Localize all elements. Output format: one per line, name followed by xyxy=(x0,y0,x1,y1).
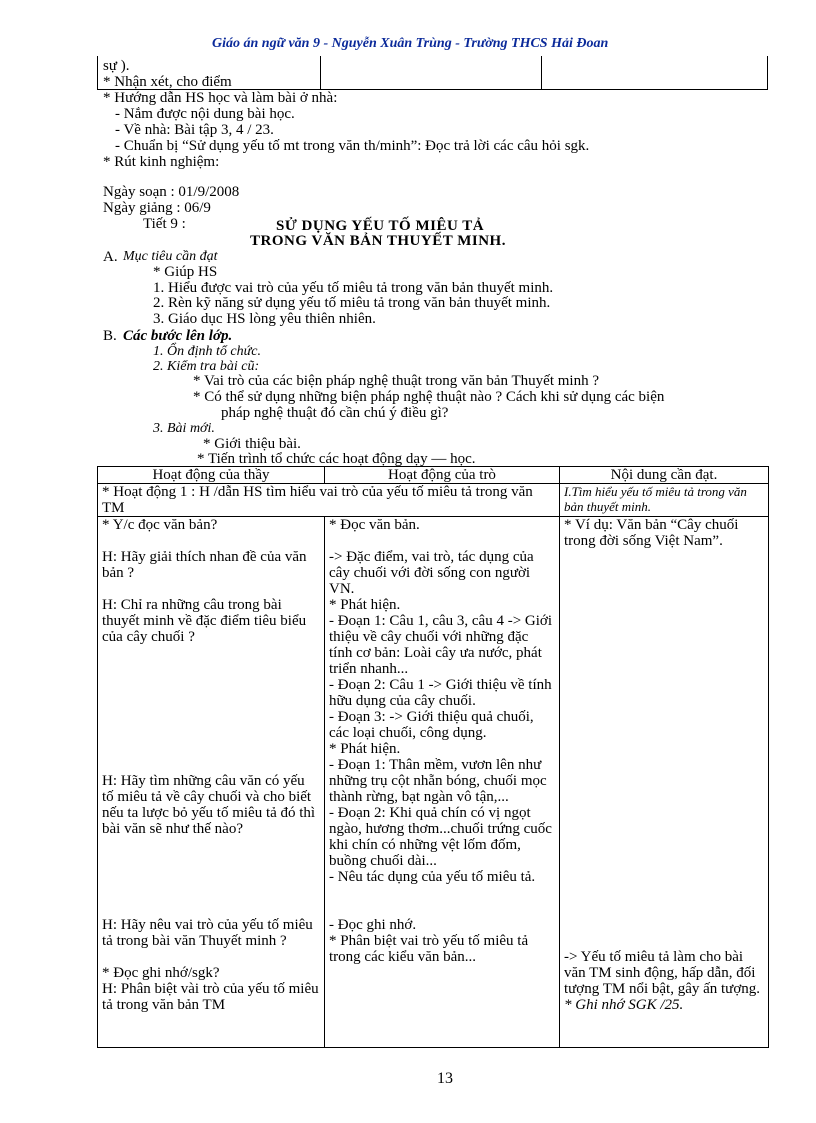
lesson-title-line-2: TRONG VĂN BẢN THUYẾT MINH. xyxy=(250,233,506,249)
date-prepared: Ngày soạn : 01/9/2008 xyxy=(103,184,240,200)
teacher-column xyxy=(98,517,325,1048)
student-text: - Đoạn 1: Thân mềm, vươn lên như những trụ cột nhẵn bóng, chuối mọc thành rừng, bạt ngàn vô tận,... xyxy=(329,757,547,805)
review-question-1: * Vai trò của các biện pháp nghệ thuật trong văn bản Thuyết minh ? xyxy=(193,373,599,389)
homework-title: * Hướng dẫn HS học và làm bài ở nhà: xyxy=(103,90,338,106)
activity-1-content: I.Tìm hiểu yếu tố miêu tả trong văn bản thuyết minh. xyxy=(560,484,769,517)
section-b-label: B. xyxy=(103,328,117,344)
section-a-label: A. xyxy=(103,249,118,265)
header-content: Nội dung cần đạt. xyxy=(560,467,769,484)
activity-table xyxy=(97,466,769,1048)
student-text: - Nêu tác dụng của yếu tố miêu tả. xyxy=(329,869,536,885)
content-text: -> Yếu tố miêu tả làm cho bài văn TM sinh động, hấp dẫn, đối tượng TM nổi bật, gây ấn tượng. xyxy=(564,949,760,997)
top-table-divider-1 xyxy=(320,56,321,90)
date-taught: Ngày giảng : 06/9 xyxy=(103,200,211,216)
header-student: Hoạt động của trò xyxy=(325,467,560,484)
student-text: * Đọc văn bản. xyxy=(329,517,420,533)
section-a-help: * Giúp HS xyxy=(153,264,218,280)
teacher-text: * Y/c đọc văn bản? xyxy=(102,517,218,533)
teacher-text: H: Chỉ ra những câu trong bài thuyết minh về đặc điểm tiêu biểu của cây chuối ? xyxy=(102,597,307,645)
student-text: - Đoạn 2: Câu 1 -> Giới thiệu về tính hữu dụng của cây chuối. xyxy=(329,677,552,709)
intro-item: * Giới thiệu bài. xyxy=(203,436,301,452)
page-number: 13 xyxy=(437,1070,453,1087)
table-header-row xyxy=(98,467,769,484)
top-table-right-border xyxy=(767,56,768,90)
objective-1: 1. Hiểu được vai trò của yếu tố miêu tả trong văn bản thuyết minh. xyxy=(153,280,554,296)
content-text: * Ví dụ: Văn bản “Cây chuối trong đời sống Việt Nam”. xyxy=(564,517,739,549)
table-row xyxy=(98,517,769,1048)
teacher-text: H: Hãy giải thích nhan đề của văn bản ? xyxy=(102,549,307,581)
step-3: 3. Bài mới. xyxy=(153,421,215,436)
experience-note: * Rút kinh nghiệm: xyxy=(103,154,220,170)
teacher-text: H: Hãy nêu vai trò của yếu tố miêu tả trong bài văn Thuyết minh ? xyxy=(102,917,313,949)
activity-1-cell: * Hoạt động 1 : H /dẫn HS tìm hiểu vai trò của yếu tố miêu tả trong văn TM xyxy=(98,484,560,517)
student-text: - Đoạn 3: -> Giới thiệu quả chuối, các loại chuối, công dụng. xyxy=(329,709,534,741)
student-text: -> Đặc điểm, vai trò, tác dụng của cây chuối với đời sống con người VN. xyxy=(329,549,534,597)
top-table-divider-2 xyxy=(541,56,542,90)
top-table-line-1: sự ). xyxy=(103,58,130,74)
step-1: 1. Ổn định tổ chức. xyxy=(153,344,261,359)
homework-item-3: - Chuẩn bị “Sử dụng yếu tố mt trong văn th/minh”: Đọc trả lời các câu hỏi sgk. xyxy=(115,138,590,154)
content-column xyxy=(560,517,769,1048)
table-row xyxy=(98,484,769,517)
student-text: * Phân biệt vai trò yếu tố miêu tả trong các kiểu văn bản... xyxy=(329,933,529,965)
content-text: * Ghi nhớ SGK /25. xyxy=(564,997,684,1013)
objective-3: 3. Giáo dục HS lòng yêu thiên nhiên. xyxy=(153,311,376,327)
student-text: * Phát hiện. xyxy=(329,597,401,613)
header-teacher: Hoạt động của thầy xyxy=(98,467,325,484)
objective-2: 2. Rèn kỹ năng sử dụng yếu tố miêu tả trong văn bản thuyết minh. xyxy=(153,295,551,311)
student-text: - Đọc ghi nhớ. xyxy=(329,917,417,933)
homework-item-1: - Nắm được nội dung bài học. xyxy=(115,106,295,122)
teacher-text: H: Hãy tìm những câu văn có yếu tố miêu tả về cây chuối và cho biết nếu ta lược bỏ yếu tố miêu tả đó thì bài văn sẽ như thế nào? xyxy=(102,773,316,837)
homework-item-2: - Về nhà: Bài tập 3, 4 / 23. xyxy=(115,122,274,138)
student-text: - Đoạn 2: Khi quả chín có vị ngọt ngào, hương thơm...chuối trứng cuốc khi chín có những vệt lốm đốm, buồng chuối dài... xyxy=(329,805,552,869)
section-b-heading: Các bước lên lớp. xyxy=(123,328,233,344)
teacher-text: * Đọc ghi nhớ/sgk? xyxy=(102,965,220,981)
step-2: 2. Kiểm tra bài cũ: xyxy=(153,359,260,374)
review-question-2a: * Có thể sử dụng những biện pháp nghệ thuật nào ? Cách khi sử dụng các biện xyxy=(193,389,665,405)
student-column xyxy=(325,517,560,1048)
lesson-number: Tiết 9 : xyxy=(143,216,186,232)
organization-item: * Tiến trình tổ chức các hoạt động dạy — học. xyxy=(197,451,476,467)
section-a-heading: Mục tiêu cần đạt xyxy=(123,249,218,264)
top-table-line-2: * Nhận xét, cho điểm xyxy=(103,74,232,90)
teacher-text: H: Phân biệt vài trò của yếu tố miêu tả trong văn bản TM xyxy=(102,981,319,1013)
review-question-2b: pháp nghệ thuật đó cần chú ý điều gì? xyxy=(221,405,449,421)
student-text: - Đoạn 1: Câu 1, câu 3, câu 4 -> Giới thiệu về cây chuối với những đặc tính cơ bản: Loài cây ưa nước, phát triển nhanh... xyxy=(329,613,553,677)
page-header: Giáo án ngữ văn 9 - Nguyễn Xuân Trùng - Trường THCS Hải Đoan xyxy=(212,36,609,51)
top-table-left-border xyxy=(97,56,98,90)
lesson-title-line-1: SỬ DỤNG YẾU TỐ MIÊU TẢ xyxy=(276,218,485,234)
student-text: * Phát hiện. xyxy=(329,741,401,757)
